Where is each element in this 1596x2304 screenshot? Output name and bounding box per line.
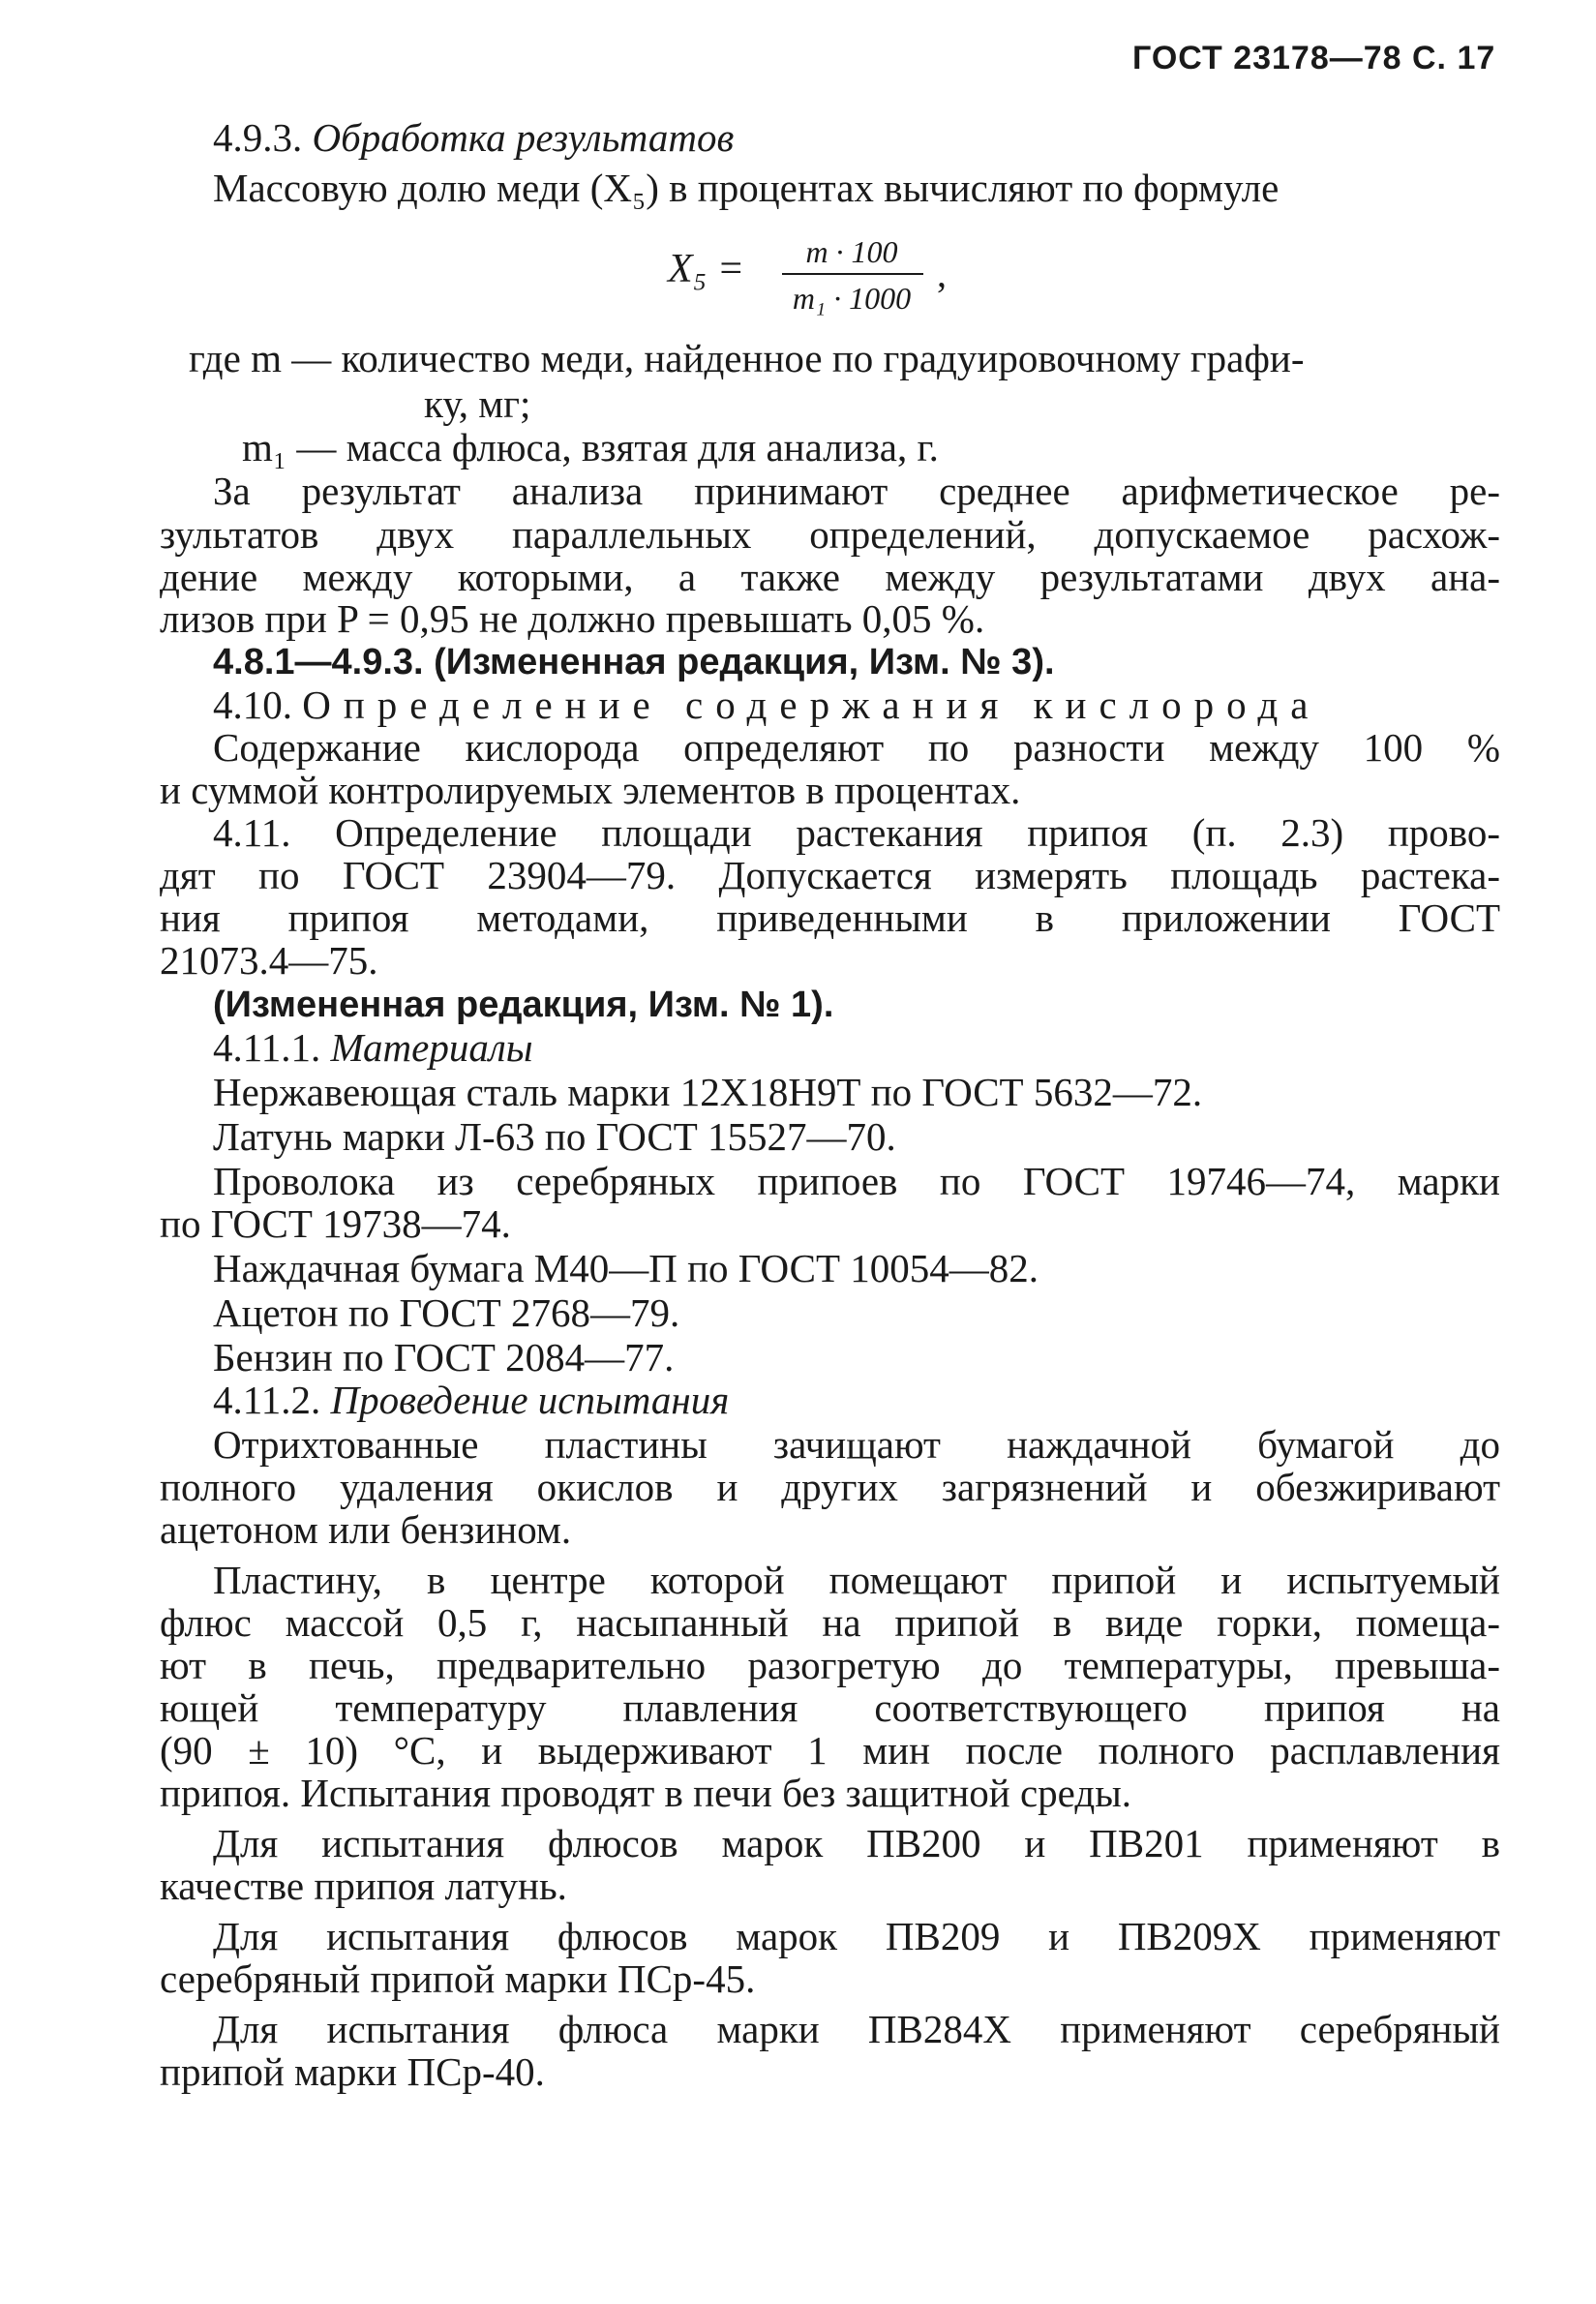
material-item: Бензин по ГОСТ 2084—77. <box>213 1335 675 1379</box>
test-p1-line: полного удаления окислов и других загрязнений и обезжиривают <box>160 1465 1500 1509</box>
material-item: Проволока из серебряных припоев по ГОСТ 19746—74, марки <box>213 1159 1500 1203</box>
section-title: Обработка результатов <box>312 115 735 160</box>
where-line-2: ку, мг; <box>424 381 531 426</box>
section-heading-4-10 <box>213 683 1321 727</box>
test-p3-line: Для испытания флюсов марок ПВ200 и ПВ201 применяют в <box>213 1821 1500 1865</box>
test-p4-line: серебряный припой марки ПСр-45. <box>160 1956 756 2001</box>
section-number: 4.11.1. <box>213 1025 321 1070</box>
result-line-2: зультатов двух параллельных определений, допускаемое расхож- <box>160 512 1500 557</box>
section-heading-4-9-3 <box>213 116 734 160</box>
section-number: 4.11.2. <box>213 1378 321 1422</box>
test-p1-line: Отрихтованные пластины зачищают наждачной бумагой до <box>213 1422 1500 1467</box>
test-p2-line: Пластину, в центре которой помещают припой и испытуемый <box>213 1558 1500 1602</box>
spread-line-1: 4.11. Определение площади растекания припоя (п. 2.3) прово- <box>213 810 1500 855</box>
result-line-4: лизов при P = 0,95 не должно превышать 0,05 %. <box>160 596 985 641</box>
formula-numerator: m · 100 <box>805 234 898 269</box>
test-p4-line: Для испытания флюсов марок ПВ209 и ПВ209Х применяют <box>213 1914 1500 1958</box>
fraction-bar <box>782 273 923 275</box>
section-title: Материалы <box>330 1025 533 1070</box>
where-line-1: где m — количество меди, найденное по градуировочному графи- <box>189 336 1305 380</box>
material-item: по ГОСТ 19738—74. <box>160 1201 511 1246</box>
spread-line-3: ния припоя методами, приведенными в приложении ГОСТ <box>160 895 1500 940</box>
oxygen-line-2: и суммой контролируемых элементов в процентах. <box>160 768 1021 812</box>
section-heading-4-11-2 <box>213 1379 729 1422</box>
formula-intro: Массовую долю меди (X₅) в процентах вычисляют по формуле <box>213 166 1280 210</box>
page-header: ГОСТ 23178—78 С. 17 <box>1132 40 1496 76</box>
spread-line-4: 21073.4—75. <box>160 938 378 983</box>
test-p5-line: Для испытания флюса марки ПВ284Х применяют серебряный <box>213 2007 1500 2051</box>
spread-line-2: дят по ГОСТ 23904—79. Допускается измерять площадь растека- <box>160 853 1500 897</box>
formula-trail: , <box>937 252 947 295</box>
test-p2-line: ют в печь, предварительно разогретую до температуры, превыша- <box>160 1643 1500 1687</box>
result-line-3: дение между которыми, а также между результатами двух ана- <box>160 555 1500 599</box>
section-number: 4.9.3. <box>213 115 303 160</box>
material-item: Нержавеющая сталь марки 12Х18Н9Т по ГОСТ 5632—72. <box>213 1070 1203 1114</box>
test-p5-line: припой марки ПСр-40. <box>160 2049 545 2094</box>
where-line-3: m₁ — масса флюса, взятая для анализа, г. <box>242 425 939 470</box>
oxygen-line-1: Содержание кислорода определяют по разности между 100 % <box>213 725 1500 770</box>
test-p2-line: (90 ± 10) °С, и выдерживают 1 мин после полного расплавления <box>160 1728 1500 1773</box>
test-p2-line: ющей температуру плавления соответствующего припоя на <box>160 1685 1500 1730</box>
test-p3-line: качестве припоя латунь. <box>160 1864 567 1908</box>
amendment-note-1: (Измененная редакция, Изм. № 1). <box>213 985 834 1025</box>
formula-lhs: X₅ = <box>668 247 745 291</box>
formula <box>668 230 958 318</box>
amendment-note-3: 4.8.1—4.9.3. (Измененная редакция, Изм. № 3). <box>213 642 1055 682</box>
test-p2-line: припоя. Испытания проводят в печи без защитной среды. <box>160 1771 1131 1815</box>
material-item: Латунь марки Л-63 по ГОСТ 15527—70. <box>213 1114 896 1159</box>
material-item: Ацетон по ГОСТ 2768—79. <box>213 1290 680 1335</box>
section-number: 4.10. <box>213 682 292 727</box>
material-item: Наждачная бумага М40—П по ГОСТ 10054—82. <box>213 1246 1039 1290</box>
formula-denominator: m₁ · 1000 <box>792 281 912 316</box>
test-p2-line: флюс массой 0,5 г, насыпанный на припой в виде горки, помеща- <box>160 1600 1500 1645</box>
section-title: Определение содержания кислорода <box>302 682 1321 727</box>
test-p1-line: ацетоном или бензином. <box>160 1507 572 1552</box>
section-heading-4-11-1 <box>213 1026 533 1070</box>
result-line-1: За результат анализа принимают среднее арифметическое ре- <box>213 469 1500 513</box>
section-title: Проведение испытания <box>330 1378 730 1422</box>
